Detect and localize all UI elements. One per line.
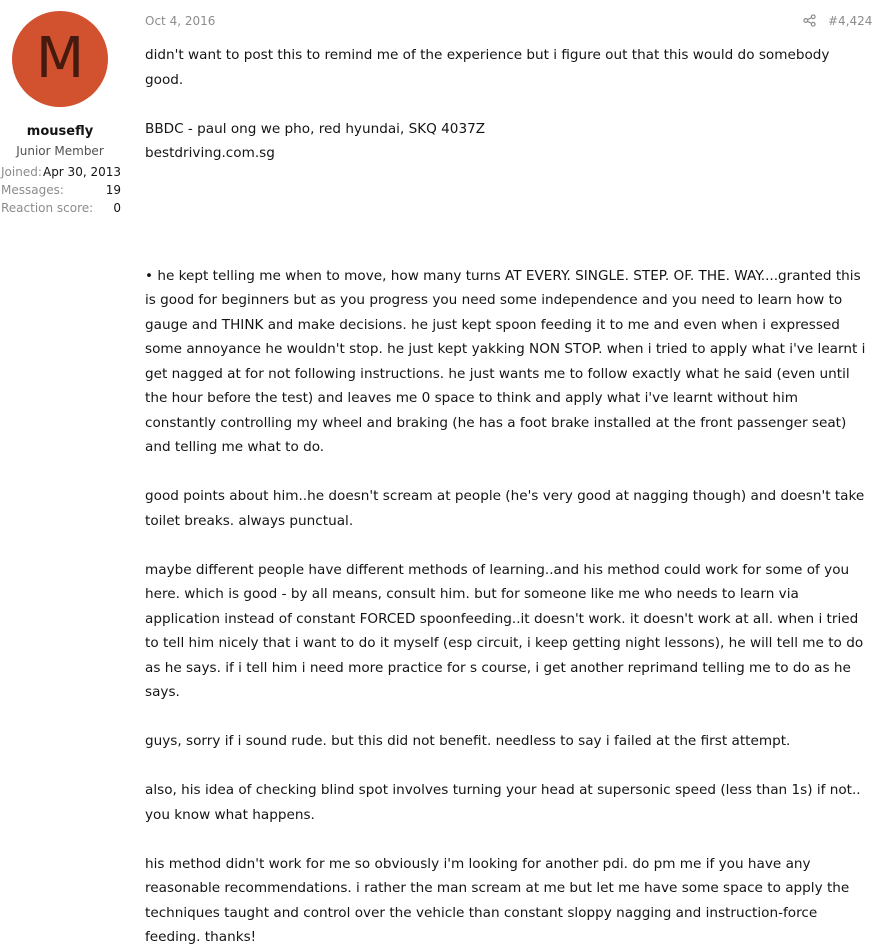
post-paragraph: BBDC - paul ong we pho, red hyundai, SKQ 4037Z (145, 120, 486, 137)
stat-value: Apr 30, 2013 (42, 165, 121, 179)
stat-label: Joined: (1, 165, 42, 179)
stat-value: 19 (105, 183, 121, 197)
stat-label: Messages: (1, 183, 64, 197)
stat-value: 0 (113, 201, 121, 215)
stat-label: Reaction score: (1, 201, 94, 215)
post-paragraph: maybe different people have different methods of learning..and his method could work for some of you here. which is good - by all means, consult him. but for someone like me who needs to learn via application instead of constant FORCED spoonfeeding..it doesn't work. it doesn't work at all. when i tried to tell him nicely that i want to do it myself (esp circuit, i keep getting night lessons), he will tell me to do as he says. if i tell him i need more practice for s course, i get another reprimand telling me to do as he says. (145, 561, 864, 700)
user-title: Junior Member (16, 144, 104, 158)
post-paragraph: his method didn't work for me so obviously i'm looking for another pdi. do pm me if you have any reasonable recommendations. i rather the man scream at me but let me have some space to apply the techniques taught and control over the vehicle than constant sloppy nagging and instruction-force feeding. thanks! (145, 855, 850, 945)
post-date[interactable]: Oct 4, 2016 (145, 14, 216, 28)
post-paragraph: guys, sorry if i sound rude. but this did not benefit. needless to say i failed at the first attempt. (145, 733, 791, 749)
share-icon[interactable] (803, 14, 816, 27)
post-paragraph: bestdriving.com.sg (145, 145, 275, 161)
stat-messages (0, 183, 121, 200)
post-paragraph: • he kept telling me when to move, how many turns AT EVERY. SINGLE. STEP. OF. THE. WAY....granted this is good for beginners but as you progress you need some independence and you need to learn how to gauge and THINK and make decisions. he just kept spoon feeding it to me and even when i expressed some annoyance he wouldn't stop. he just kept yakking NON STOP. when i tried to apply what i've learnt i get nagged at for not following instructions. he just wants me to follow exactly what he said (even until the hour before the test) and leaves me 0 space to think and apply what i've learnt without him constantly controlling my wheel and braking (he has a foot brake installed at the front passenger seat) and telling me what to do. (145, 267, 866, 455)
post-body (145, 43, 870, 950)
post-paragraph: good points about him..he doesn't scream at people (he's very good at nagging though) and doesn't take toilet breaks. always punctual. (145, 488, 865, 529)
stat-joined (0, 165, 121, 182)
post-paragraph: didn't want to post this to remind me of the experience but i figure out that this would do somebody good. (145, 47, 830, 88)
username[interactable]: mousefly (26, 124, 94, 139)
post-paragraph: also, his idea of checking blind spot involves turning your head at supersonic speed (less than 1s) if not.. you know what happens. (145, 782, 861, 823)
stat-reaction-score (0, 201, 121, 218)
avatar[interactable]: M (12, 11, 108, 107)
post-number-link[interactable]: #4,424 (828, 14, 873, 28)
